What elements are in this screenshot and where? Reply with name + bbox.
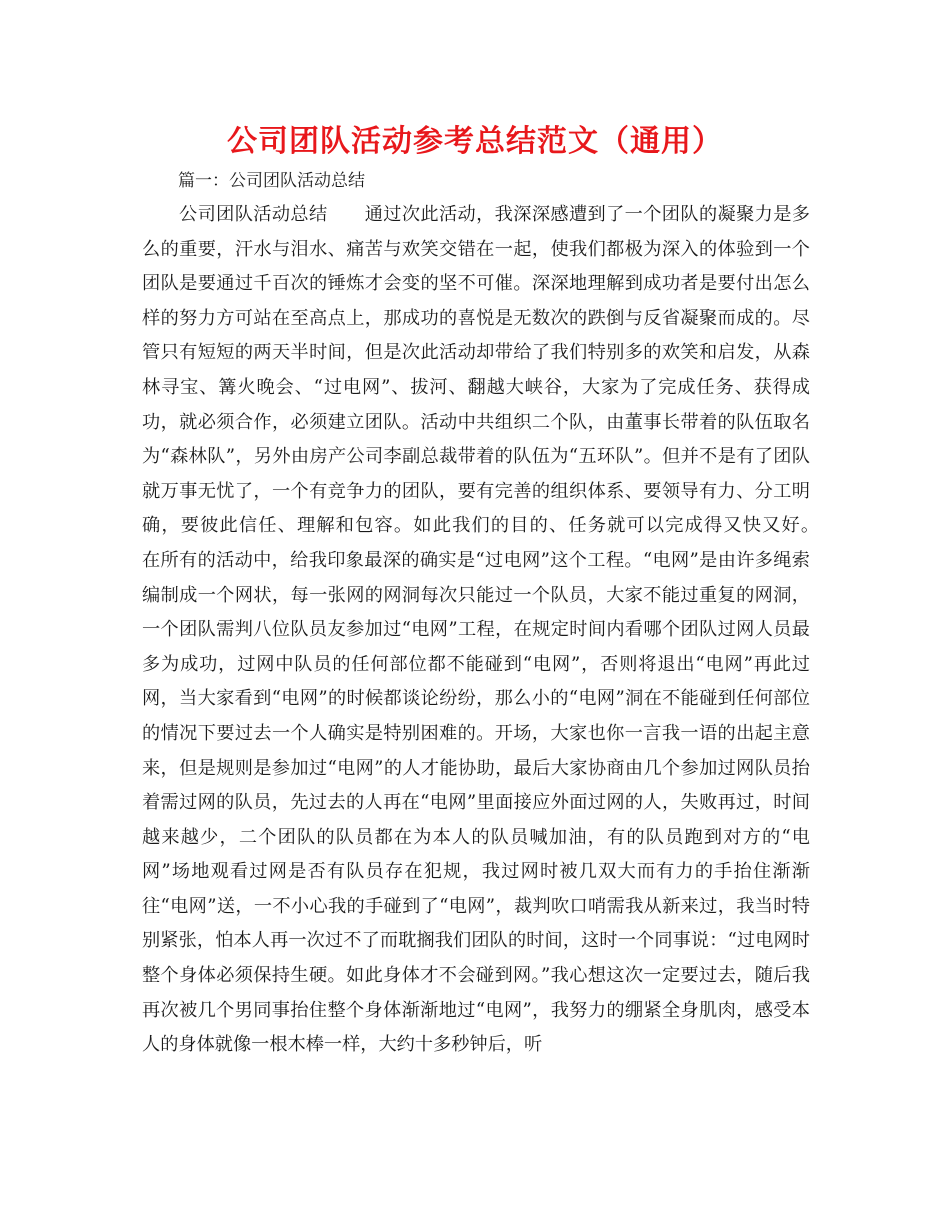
body-paragraph: 公司团队活动总结 通过次此活动，我深深感遭到了一个团队的凝聚力是多么的重要，汗水与泪水、痛苦与欢笑交错在一起，使我们都极为深入的体验到一个团队是要通过千百次的锤炼才会变的坚不可催。深深地理解到成功者是要付出怎么样的努力方可站在至高点上，那成功的喜悦是无数次的跌倒与反省凝聚而成的。尽管只有短短的两天半时间，但是次此活动却带给了我们特别多的欢笑和启发，从森林寻宝、篝火晚会、“过电网”、拔河、翻越大峡谷，大家为了完成任务、获得成功，就必须合作，必须建立团队。活动中共组织二个队，由董事长带着的队伍取名为“森林队”，另外由房产公司李副总裁带着的队伍为“五环队”。但并不是有了团队就万事无忧了，一个有竞争力的团队，要有完善的组织体系、要领导有力、分工明确，要彼此信任、理解和包容。如此我们的目的、任务就可以完成得又快又好。 在所有的活动中，给我印象最深的确实是“过电网”这个工程。“电网”是由许多绳索编制成一个网状，每一张网的网洞每次只能过一个队员，大家不能过重复的网洞，一个团队需判八位队员友参加过“电网”工程，在规定时间内看哪个团队过网人员最多为成功，过网中队员的任何部位都不能碰到“电网”，否则将退出“电网”再此过网，当大家看到“电网”的时候都谈论纷纷，那么小的“电网”洞在不能碰到任何部位的情况下要过去一个人确实是特别困难的。开场，大家也你一言我一语的出起主意来，但是规则是参加过“电网”的人才能协助，最后大家协商由几个参加过网队员抬着需过网的队员，先过去的人再在“电网”里面接应外面过网的人，失败再过，时间越来越少，二个团队的队员都在为本人的队员喊加油，有的队员跑到对方的“电网”场地观看过网是否有队员存在犯规，我过网时被几双大而有力的手抬住渐渐往“电网”送，一不小心我的手碰到了“电网”，裁判吹口哨需我从新来过，我当时特别紧张，怕本人再一次过不了而耽搁我们团队的时间，这时一个同事说：“过电网时整个身体必须保持生硬。如此身体才不会碰到网。”我心想这次一定要过去，随后我再次被几个男同事抬住整个身体渐渐地过“电网”，我努力的绷紧全身肌肉，感受本人的身体就像一根木棒一样，大约十多秒钟后，听 (142, 204, 847, 1056)
section-heading: 篇一：公司团队活动总结 (178, 171, 365, 191)
document-title: 公司团队活动参考总结范文（通用） (227, 124, 723, 159)
